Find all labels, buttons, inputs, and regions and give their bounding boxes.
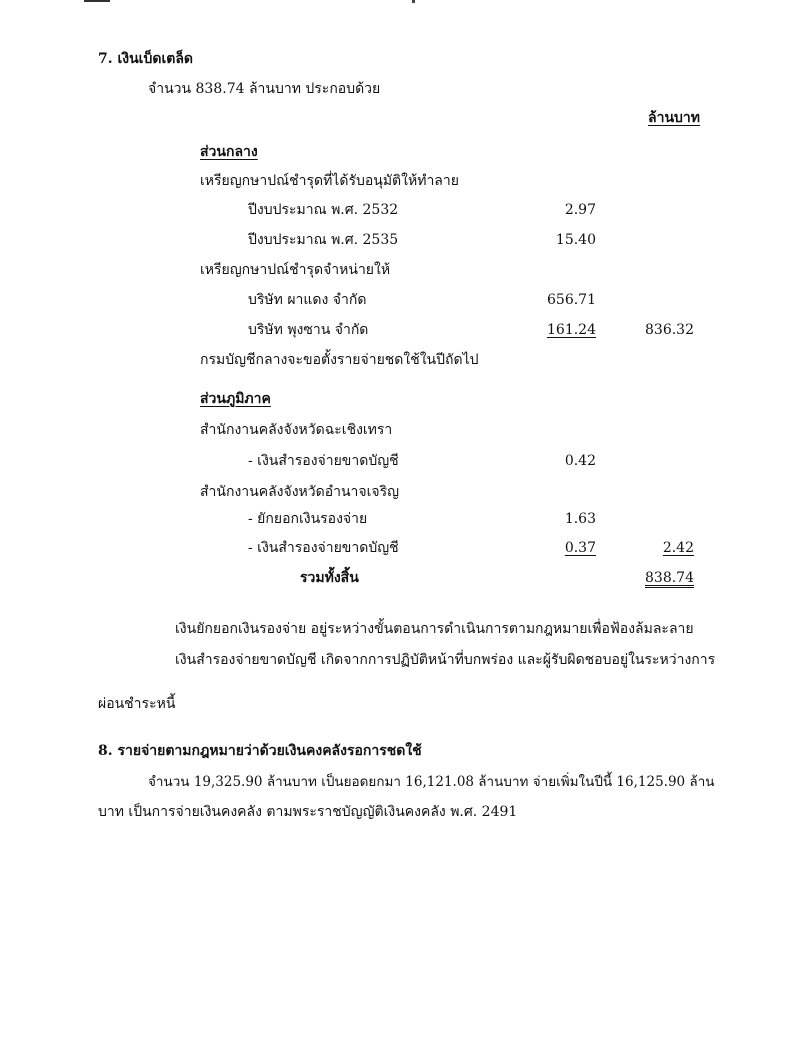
central-group2-title: เหรียญกษาปณ์ชำรุดจำหน่ายให้ (200, 262, 391, 278)
row-label: ปีงบประมาณ พ.ศ. 2535 (248, 232, 399, 248)
paragraph-line-2: เงินสำรองจ่ายขาดบัญชี เกิดจากการปฏิบัติหน้าที่บกพร่อง และผู้รับผิดชอบอยู่ในระหว่างการ (175, 652, 716, 668)
total-label: รวมทั้งสิ้น (300, 570, 359, 586)
row-amount: 161.24 (547, 322, 596, 338)
unit-header: ล้านบาท (648, 110, 700, 126)
central-note: กรมบัญชีกลางจะขอตั้งรายจ่ายชดใช้ในปีถัดไป (200, 352, 479, 368)
row-label: - เงินสำรองจ่ายขาดบัญชี (248, 453, 399, 469)
central-heading: ส่วนกลาง (200, 144, 258, 160)
row-label: - เงินสำรองจ่ายขาดบัญชี (248, 540, 399, 556)
paragraph-line-1: เงินยักยอกเงินรองจ่าย อยู่ระหว่างขั้นตอนการดำเนินการตามกฎหมายเพื่อฟ้องล้มละลาย (175, 621, 694, 637)
row-subtotal: 2.42 (662, 540, 694, 556)
central-group1-title: เหรียญกษาปณ์ชำรุดที่ได้รับอนุมัติให้ทำลาย (200, 173, 459, 189)
row-amount: 656.71 (547, 292, 596, 308)
row-subtotal: 836.32 (645, 322, 694, 338)
row-amount: 15.40 (555, 232, 596, 248)
scan-mark (84, 0, 110, 2)
section-7-intro: จำนวน 838.74 ล้านบาท ประกอบด้วย (148, 81, 381, 97)
section-8-line-2: บาท เป็นการจ่ายเงินคงคลัง ตามพระราชบัญญัติเงินคงคลัง พ.ศ. 2491 (98, 804, 518, 820)
row-label: - ยักยอกเงินรองจ่าย (248, 511, 368, 527)
regional-office-2: สำนักงานคลังจังหวัดอำนาจเจริญ (200, 484, 400, 500)
section-7-heading: 7. เงินเบ็ดเตล็ด (98, 51, 193, 67)
section-8-heading: 8. รายจ่ายตามกฎหมายว่าด้วยเงินคงคลังรอการชดใช้ (98, 743, 422, 759)
row-label: ปีงบประมาณ พ.ศ. 2532 (248, 202, 399, 218)
row-amount: 2.97 (564, 202, 596, 218)
section-8-line-1: จำนวน 19,325.90 ล้านบาท เป็นยอดยกมา 16,121.08 ล้านบาท จ่ายเพิ่มในปีนี้ 16,125.90 ล้าน (148, 774, 715, 790)
row-amount: 0.42 (564, 453, 596, 469)
regional-office-1: สำนักงานคลังจังหวัดฉะเชิงเทรา (200, 422, 393, 438)
regional-heading: ส่วนภูมิภาค (200, 391, 271, 407)
paragraph-line-3: ผ่อนชำระหนี้ (98, 696, 176, 712)
row-label: บริษัท ผาแดง จำกัด (248, 292, 367, 308)
row-label: บริษัท พุงซาน จำกัด (248, 322, 369, 338)
row-amount: 0.37 (564, 540, 596, 556)
total-value: 838.74 (645, 570, 694, 586)
row-amount: 1.63 (564, 511, 596, 527)
scan-dot (412, 0, 415, 3)
